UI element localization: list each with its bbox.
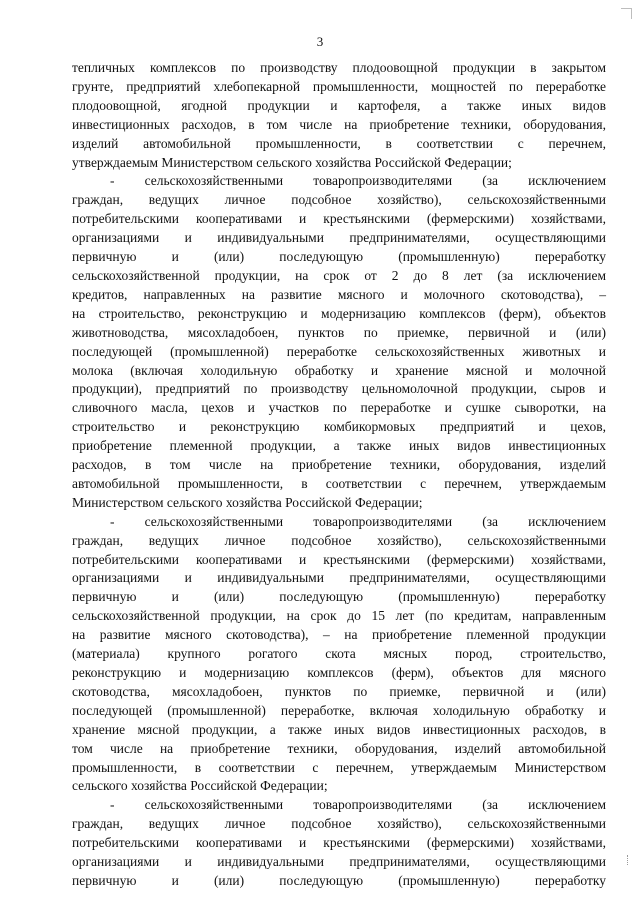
text-line: хранение мясной продукции, а также иных видов инвестиционных расходов, в [72, 721, 606, 737]
text-line: животноводства, мясохладобоен, пунктов по приемке, первичной и (или) [72, 324, 606, 340]
text-line: грунте, предприятий хлебопекарной промышленности, мощностей по переработке [72, 78, 606, 94]
text-line: первичную и (или) последующую (промышленную) переработку [72, 589, 606, 605]
text-line: кредитов, направленных на развитие мясного и молочного скотоводства), – [72, 286, 606, 302]
text-line: граждан, ведущих личное подсобное хозяйство), сельскохозяйственными [72, 532, 606, 548]
text-line: организациями и индивидуальными предпринимателями, осуществляющими [72, 230, 606, 246]
text-line: последующей (промышленной) переработке сельскохозяйственных животных и [72, 343, 606, 359]
text-line: строительство и реконструкцию комбикормовых предприятий и цехов, [72, 419, 606, 435]
paragraph [72, 59, 606, 172]
text-line: организациями и индивидуальными предпринимателями, осуществляющими [72, 854, 606, 870]
text-line: изделий автомобильной промышленности, в соответствии с перечнем, [72, 135, 606, 151]
text-line: потребительскими кооперативами и крестьянскими (фермерскими) хозяйствами, [72, 551, 606, 567]
scan-edge-dots [627, 855, 630, 865]
text-line: организациями и индивидуальными предпринимателями, осуществляющими [72, 570, 606, 586]
text-line: утверждаемым Министерством сельского хозяйства Российской Федерации; [72, 154, 512, 170]
text-line: промышленности, в соответствии с перечнем, утверждаемым Министерством [72, 759, 606, 775]
text-line: сельскохозяйственной продукции, на срок от 2 до 8 лет (за исключением [72, 267, 606, 283]
paragraph [72, 796, 606, 891]
text-line: приобретение племенной продукции, а также иных видов инвестиционных [72, 438, 606, 454]
text-line: реконструкцию и модернизацию комплексов (ферм), объектов для мясного [72, 665, 606, 680]
document-body [72, 59, 606, 891]
text-line: продукции), предприятий по производству цельномолочной продукции, сыров и [72, 381, 606, 397]
text-line: Министерством сельского хозяйства Российской Федерации; [72, 494, 423, 510]
text-line: тепличных комплексов по производству плодоовощной продукции в закрытом [72, 60, 606, 75]
text-line: потребительскими кооперативами и крестьянскими (фермерскими) хозяйствами, [72, 211, 606, 227]
text-line: первичную и (или) последующую (промышленную) переработку [72, 249, 606, 265]
text-line: сливочного масла, цехов и участков по переработке и сушке сыворотки, на [72, 400, 606, 416]
text-line: последующей (промышленной) переработке, включая холодильную обработку и [72, 702, 606, 718]
text-line: инвестиционных расходов, в том числе на приобретение техники, оборудования, [72, 116, 606, 132]
text-line: граждан, ведущих личное подсобное хозяйство), сельскохозяйственными [72, 192, 606, 208]
text-line: - сельскохозяйственными товаропроизводителями (за исключением [110, 797, 606, 813]
text-line: - сельскохозяйственными товаропроизводителями (за исключением [110, 173, 606, 189]
text-line: - сельскохозяйственными товаропроизводителями (за исключением [110, 513, 606, 529]
text-line: плодоовощной, ягодной продукции и картофеля, а также иных видов [72, 97, 606, 113]
text-line: сельского хозяйства Российской Федерации; [72, 778, 328, 794]
text-line: молока (включая холодильную обработку и хранение мясной и молочной [72, 362, 606, 378]
text-line: сельскохозяйственной продукции, на срок до 15 лет (по кредитам, направленным [72, 608, 606, 624]
paragraph [72, 172, 606, 512]
text-line: на строительство, реконструкцию и модернизацию комплексов (ферм), объектов [72, 305, 606, 321]
paragraph [72, 513, 606, 797]
text-line: том числе на приобретение техники, оборудования, изделий автомобильной [72, 740, 606, 756]
text-line: потребительскими кооперативами и крестьянскими (фермерскими) хозяйствами, [72, 835, 606, 851]
text-line: первичную и (или) последующую (промышленную) переработку [72, 872, 606, 888]
text-line: на развитие мясного скотоводства), – на приобретение племенной продукции [72, 627, 606, 643]
text-line: расходов, в том числе на приобретение техники, оборудования, изделий [72, 457, 606, 473]
page-number: 3 [316, 34, 324, 49]
scan-corner-mark [621, 8, 632, 19]
text-line: скотоводства, мясохладобоен, пунктов по приемке, первичной и (или) [72, 683, 606, 699]
text-line: автомобильной промышленности, в соответствии с перечнем, утверждаемым [72, 475, 606, 491]
text-line: граждан, ведущих личное подсобное хозяйство), сельскохозяйственными [72, 816, 606, 832]
text-line: (материала) крупного рогатого скота мясных пород, строительство, [72, 646, 606, 662]
